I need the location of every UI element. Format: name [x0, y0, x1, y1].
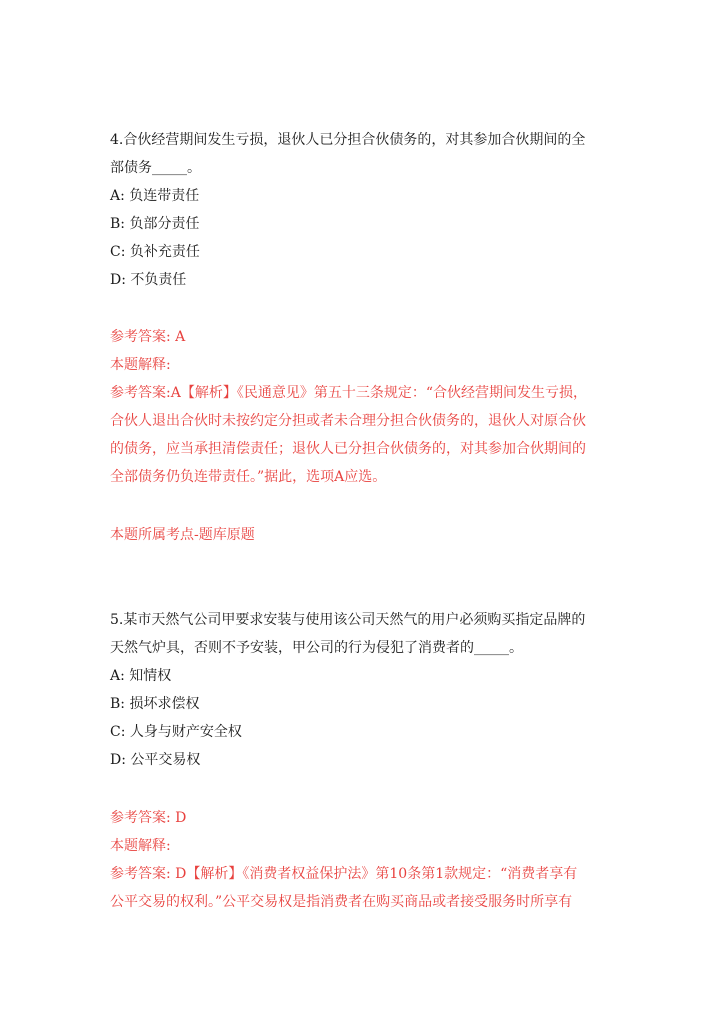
q4-topic: 本题所属考点-题库原题: [110, 527, 255, 543]
q4-option-d: D: 不负责任: [110, 272, 187, 288]
q4-explain-label: 本题解释:: [110, 357, 171, 373]
q4-option-b: B: 负部分责任: [110, 216, 200, 232]
q5-answer: 参考答案: D: [110, 810, 187, 826]
q4-stem-line1: 4.合伙经营期间发生亏损，退伙人已分担合伙债务的，对其参加合伙期间的全: [110, 132, 586, 148]
q4-explain-line4: 全部债务仍负连带责任。”据此，选项A应选。: [110, 469, 387, 485]
q5-stem-line2: 天然气炉具，否则不予安装，甲公司的行为侵犯了消费者的_____。: [110, 640, 523, 656]
q5-option-a: A: 知情权: [110, 668, 172, 684]
q5-option-c: C: 人身与财产安全权: [110, 724, 242, 740]
q5-explain-line2: 公平交易的权利。”公平交易权是指消费者在购买商品或者接受服务时所享有: [110, 894, 573, 910]
q4-explain-line1: 参考答案:A【解析】《民通意见》第五十三条规定：“合伙经营期间发生亏损，: [110, 385, 587, 401]
q4-option-c: C: 负补充责任: [110, 244, 200, 260]
q4-explain-line3: 的债务，应当承担清偿责任；退伙人已分担合伙债务的，对其参加合伙期间的: [110, 441, 586, 457]
q4-answer: 参考答案: A: [110, 329, 186, 345]
q5-stem-line1: 5.某市天然气公司甲要求安装与使用该公司天然气的用户必须购买指定品牌的: [110, 612, 586, 628]
q4-explain-line2: 合伙人退出合伙时未按约定分担或者未合理分担合伙债务的，退伙人对原合伙: [110, 413, 586, 429]
q5-option-d: D: 公平交易权: [110, 752, 201, 768]
q5-explain-label: 本题解释:: [110, 838, 171, 854]
q4-option-a: A: 负连带责任: [110, 188, 200, 204]
q4-stem-line2: 部债务_____。: [110, 160, 201, 176]
q5-option-b: B: 损坏求偿权: [110, 696, 200, 712]
q5-explain-line1: 参考答案: D【解析】《消费者权益保护法》第10条第1款规定：“消费者享有: [110, 866, 578, 882]
